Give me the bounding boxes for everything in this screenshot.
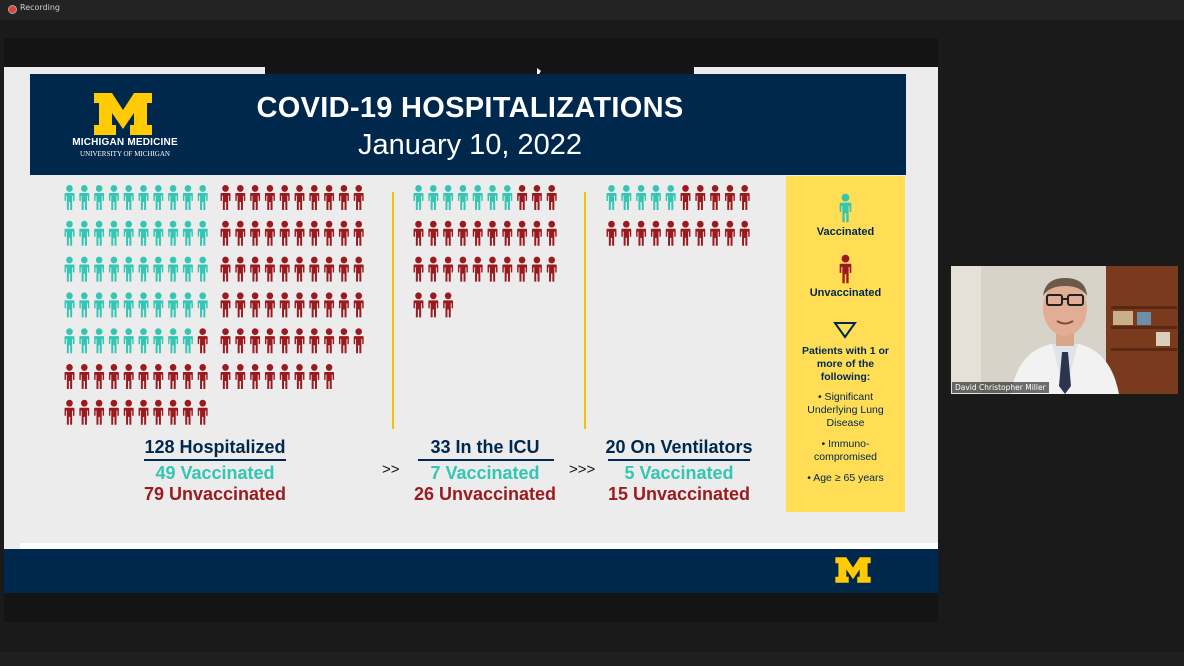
hospitalized-vaccinated-person (153, 292, 163, 317)
hospitalized-vaccinated-person (79, 185, 89, 210)
icu-unvaccinated-person (532, 221, 542, 246)
speaker-video-frame (951, 266, 1178, 394)
hospitalized-vaccinated-person (94, 185, 104, 210)
hospitalized-unvaccinated-person (65, 400, 75, 425)
legend-unvaccinated: Unvaccinated (809, 287, 882, 299)
hospitalized-underline (144, 459, 286, 461)
hospitalized-unvaccinated-person (295, 221, 305, 246)
slide-date: January 10, 2022 (357, 129, 583, 161)
icu-vaccinated-person (428, 185, 438, 210)
hospitalized-unvaccinated-person (295, 257, 305, 282)
hospitalized-vaccinated-person (183, 221, 193, 246)
hospitalized-vaccinated-person (183, 257, 193, 282)
legend-bullet-1: • Significant Underlying Lung Disease (807, 391, 884, 429)
hospitalized-unvaccinated: 79 Unvaccinated (143, 484, 287, 504)
participant-name: David Christopher Miller (952, 382, 1049, 393)
logo-subtitle: UNIVERSITY OF MICHIGAN (80, 150, 170, 158)
hospitalized-unvaccinated-person (265, 257, 275, 282)
hospitalized-unvaccinated-person (153, 364, 163, 389)
ventilators-unvaccinated-person (636, 221, 646, 246)
ventilators-unvaccinated-person (681, 221, 691, 246)
slide-title: COVID-19 HOSPITALIZATIONS (256, 92, 684, 124)
legend-bullet-3: • Age ≥ 65 years (807, 472, 884, 484)
icu-underline (418, 459, 554, 461)
hospitalized-unvaccinated-person (265, 185, 275, 210)
hospitalized-unvaccinated-person (109, 400, 119, 425)
hospitalized-vaccinated-person (79, 221, 89, 246)
icu-unvaccinated-person (517, 221, 527, 246)
hospitalized-unvaccinated-person (339, 221, 349, 246)
arrow-2: >>> (569, 461, 596, 478)
hospitalized-unvaccinated-person (265, 364, 275, 389)
hospitalized-vaccinated-person (139, 292, 149, 317)
hospitalized-unvaccinated-person (265, 292, 275, 317)
hospitalized-unvaccinated-person (79, 364, 89, 389)
hospitalized-unvaccinated-person (324, 257, 334, 282)
ventilators-underline (608, 459, 750, 461)
hospitalized-unvaccinated-person (235, 328, 245, 353)
hospitalized-unvaccinated-person (280, 221, 290, 246)
recording-bar (0, 0, 1184, 20)
hospitalized-unvaccinated-person (221, 257, 231, 282)
hospitalized-unvaccinated-person (139, 400, 149, 425)
hospitalized-unvaccinated-person (124, 400, 134, 425)
hospitalized-vaccinated-person (198, 257, 208, 282)
arrow-1: >> (382, 461, 400, 478)
hospitalized-unvaccinated-person (250, 364, 260, 389)
hospitalized-unvaccinated-person (324, 364, 334, 389)
footer-block-m-icon (834, 556, 872, 584)
hospitalized-unvaccinated-person (295, 364, 305, 389)
ventilators-vaccinated-person (621, 185, 631, 210)
hospitalized-unvaccinated-person (339, 257, 349, 282)
recording-icon (8, 5, 17, 14)
divider-2 (584, 192, 586, 429)
legend-bullet-2: • Immuno-compromised (813, 438, 878, 463)
ventilators-unvaccinated: 15 Unvaccinated (607, 484, 751, 504)
hospitalized-unvaccinated-person (250, 185, 260, 210)
hospitalized-vaccinated-person (168, 292, 178, 317)
hospitalized-unvaccinated-person (250, 221, 260, 246)
hospitalized-unvaccinated-person (250, 292, 260, 317)
icu-unvaccinated-person (473, 221, 483, 246)
participant-video[interactable] (951, 266, 1178, 394)
icu-vaccinated-person (488, 185, 498, 210)
ventilators-unvaccinated-person (740, 221, 750, 246)
legend-patients-text: Patients with 1 or more of the following: (802, 345, 889, 383)
hospitalized-vaccinated-person (94, 221, 104, 246)
hospitalized-vaccinated-person (109, 257, 119, 282)
ventilators-vaccinated-person (636, 185, 646, 210)
hospitalized-unvaccinated-person (280, 257, 290, 282)
hospitalized-unvaccinated-person (221, 185, 231, 210)
hospitalized-vaccinated-person (183, 185, 193, 210)
logo-name: MICHIGAN MEDICINE (72, 137, 178, 148)
hospitalized-vaccinated-person (109, 185, 119, 210)
hospitalized-unvaccinated-person (198, 328, 208, 353)
icu-unvaccinated-person (458, 221, 468, 246)
hospitalized-vaccinated-person (65, 292, 75, 317)
hospitalized-vaccinated-person (153, 328, 163, 353)
ventilators-unvaccinated-person (725, 221, 735, 246)
hospitalized-unvaccinated-person (354, 328, 364, 353)
hospitalized-vaccinated-person (94, 257, 104, 282)
hospitalized-vaccinated-person (79, 328, 89, 353)
hospitalized-unvaccinated-person (153, 400, 163, 425)
icu-unvaccinated-person (443, 292, 453, 317)
icu-unvaccinated-person (547, 257, 557, 282)
ventilators-total: 20 On Ventilators (605, 437, 753, 457)
icu-unvaccinated-person (443, 221, 453, 246)
hospitalized-unvaccinated-person (183, 400, 193, 425)
hospitalized-vaccinated-person (109, 292, 119, 317)
hospitalized-unvaccinated-person (309, 257, 319, 282)
hospitalized-vaccinated: 49 Vaccinated (155, 463, 275, 483)
hospitalized-vaccinated-person (153, 185, 163, 210)
icu-unvaccinated-person (532, 185, 542, 210)
hospitalized-vaccinated-person (198, 185, 208, 210)
hospitalized-vaccinated-person (168, 257, 178, 282)
hospitalized-unvaccinated-person (324, 328, 334, 353)
icu-unvaccinated: 26 Unvaccinated (413, 484, 557, 504)
hospitalized-vaccinated-person (65, 257, 75, 282)
hospitalized-unvaccinated-person (324, 292, 334, 317)
hospitalized-total: 128 Hospitalized (144, 437, 286, 457)
icu-total: 33 In the ICU (430, 437, 540, 457)
icu-unvaccinated-person (488, 257, 498, 282)
divider-1 (392, 192, 394, 429)
ventilators-vaccinated: 5 Vaccinated (624, 463, 734, 483)
icu-unvaccinated-person (428, 257, 438, 282)
hospitalized-unvaccinated-person (280, 364, 290, 389)
hospitalized-vaccinated-person (183, 292, 193, 317)
hospitalized-vaccinated-person (79, 292, 89, 317)
ventilators-unvaccinated-person (681, 185, 691, 210)
hospitalized-unvaccinated-person (309, 328, 319, 353)
hospitalized-vaccinated-person (139, 257, 149, 282)
hospitalized-vaccinated-person (139, 221, 149, 246)
hospitalized-unvaccinated-person (339, 328, 349, 353)
icu-unvaccinated-person (547, 221, 557, 246)
hospitalized-unvaccinated-person (198, 364, 208, 389)
hospitalized-vaccinated-person (168, 328, 178, 353)
hospitalized-unvaccinated-person (280, 328, 290, 353)
ventilators-unvaccinated-person (621, 221, 631, 246)
hospitalized-vaccinated-person (109, 221, 119, 246)
hospitalized-unvaccinated-person (309, 185, 319, 210)
hospitalized-vaccinated-person (139, 185, 149, 210)
icu-unvaccinated-person (532, 257, 542, 282)
hospitalized-unvaccinated-person (221, 292, 231, 317)
hospitalized-vaccinated-person (168, 221, 178, 246)
hospitalized-vaccinated-person (124, 221, 134, 246)
hospitalized-unvaccinated-person (235, 221, 245, 246)
hospitalized-unvaccinated-person (221, 221, 231, 246)
hospitalized-unvaccinated-person (94, 400, 104, 425)
hospitalized-unvaccinated-person (183, 364, 193, 389)
icu-unvaccinated-person (502, 257, 512, 282)
hospitalized-unvaccinated-person (235, 292, 245, 317)
legend-vaccinated: Vaccinated (816, 226, 875, 238)
slide-footer (4, 549, 938, 593)
hospitalized-unvaccinated-person (280, 292, 290, 317)
triangle-icon (833, 321, 857, 339)
hospitalized-unvaccinated-person (295, 328, 305, 353)
hospitalized-vaccinated-person (109, 328, 119, 353)
hospitalized-unvaccinated-person (354, 292, 364, 317)
hospitalized-unvaccinated-person (235, 257, 245, 282)
hospitalized-unvaccinated-person (309, 364, 319, 389)
hospitalized-unvaccinated-person (168, 364, 178, 389)
ventilators-vaccinated-person (607, 185, 617, 210)
hospitalized-vaccinated-person (65, 328, 75, 353)
icu-unvaccinated-person (443, 257, 453, 282)
icu-unvaccinated-person (517, 257, 527, 282)
hospitalized-unvaccinated-person (109, 364, 119, 389)
hospitalized-vaccinated-person (94, 292, 104, 317)
ventilators-unvaccinated-person (666, 221, 676, 246)
hospitalized-unvaccinated-person (221, 364, 231, 389)
ventilators-unvaccinated-person (710, 221, 720, 246)
hospitalized-unvaccinated-person (265, 221, 275, 246)
hospitalized-vaccinated-person (94, 328, 104, 353)
hospitalized-vaccinated-person (198, 221, 208, 246)
hospitalized-unvaccinated-person (168, 400, 178, 425)
bottom-bar (0, 652, 1184, 666)
icu-unvaccinated-person (502, 221, 512, 246)
icu-vaccinated-person (414, 185, 424, 210)
hospitalized-unvaccinated-person (250, 257, 260, 282)
hospitalized-vaccinated-person (139, 328, 149, 353)
ventilators-vaccinated-person (666, 185, 676, 210)
icu-unvaccinated-person (473, 257, 483, 282)
hospitalized-vaccinated-person (65, 221, 75, 246)
hospitalized-unvaccinated-person (235, 364, 245, 389)
icu-unvaccinated-person (414, 257, 424, 282)
hospitalized-unvaccinated-person (339, 292, 349, 317)
ventilators-unvaccinated-person (725, 185, 735, 210)
hospitalized-unvaccinated-person (79, 400, 89, 425)
ventilators-unvaccinated-person (695, 221, 705, 246)
hospitalized-unvaccinated-person (295, 292, 305, 317)
hospitalized-unvaccinated-person (139, 364, 149, 389)
icu-unvaccinated-person (547, 185, 557, 210)
hospitalized-unvaccinated-person (354, 185, 364, 210)
icu-vaccinated-person (443, 185, 453, 210)
icu-vaccinated-person (473, 185, 483, 210)
ventilators-vaccinated-person (651, 185, 661, 210)
ventilators-unvaccinated-person (651, 221, 661, 246)
icu-vaccinated: 7 Vaccinated (430, 463, 540, 483)
hospitalized-vaccinated-person (124, 328, 134, 353)
icu-unvaccinated-person (414, 221, 424, 246)
icu-vaccinated-person (458, 185, 468, 210)
slide (4, 67, 938, 593)
unvaccinated-person-icon (839, 254, 852, 284)
hospitalized-unvaccinated-person (354, 257, 364, 282)
hospitalized-unvaccinated-person (265, 328, 275, 353)
hospitalized-vaccinated-person (183, 328, 193, 353)
hospitalized-vaccinated-person (79, 257, 89, 282)
ventilators-unvaccinated-person (695, 185, 705, 210)
icu-unvaccinated-person (428, 292, 438, 317)
icu-unvaccinated-person (458, 257, 468, 282)
hospitalized-unvaccinated-person (354, 221, 364, 246)
hospitalized-unvaccinated-person (250, 328, 260, 353)
hospitalized-vaccinated-person (168, 185, 178, 210)
ventilators-unvaccinated-person (607, 221, 617, 246)
hospitalized-vaccinated-person (153, 221, 163, 246)
icu-unvaccinated-person (488, 221, 498, 246)
icu-vaccinated-person (502, 185, 512, 210)
hospitalized-vaccinated-person (65, 185, 75, 210)
icu-unvaccinated-person (517, 185, 527, 210)
recording-label: Recording (20, 3, 61, 12)
hospitalized-vaccinated-person (153, 257, 163, 282)
hospitalized-unvaccinated-person (324, 221, 334, 246)
hospitalized-unvaccinated-person (198, 400, 208, 425)
hospitalized-unvaccinated-person (65, 364, 75, 389)
ventilators-unvaccinated-person (710, 185, 720, 210)
hospitalized-unvaccinated-person (324, 185, 334, 210)
hospitalized-unvaccinated-person (221, 328, 231, 353)
icu-unvaccinated-person (414, 292, 424, 317)
hospitalized-unvaccinated-person (94, 364, 104, 389)
hospitalized-unvaccinated-person (309, 292, 319, 317)
hospitalized-vaccinated-person (198, 292, 208, 317)
legend-panel (786, 176, 905, 512)
hospitalized-unvaccinated-person (280, 185, 290, 210)
icu-unvaccinated-person (428, 221, 438, 246)
hospitalized-unvaccinated-person (295, 185, 305, 210)
hospitalized-vaccinated-person (124, 292, 134, 317)
hospitalized-unvaccinated-person (235, 185, 245, 210)
hospitalized-unvaccinated-person (309, 221, 319, 246)
vaccinated-person-icon (839, 193, 852, 223)
ventilators-unvaccinated-person (740, 185, 750, 210)
hospitalized-vaccinated-person (124, 257, 134, 282)
hospitalized-unvaccinated-person (339, 185, 349, 210)
hospitalized-vaccinated-person (124, 185, 134, 210)
hospitalized-unvaccinated-person (124, 364, 134, 389)
